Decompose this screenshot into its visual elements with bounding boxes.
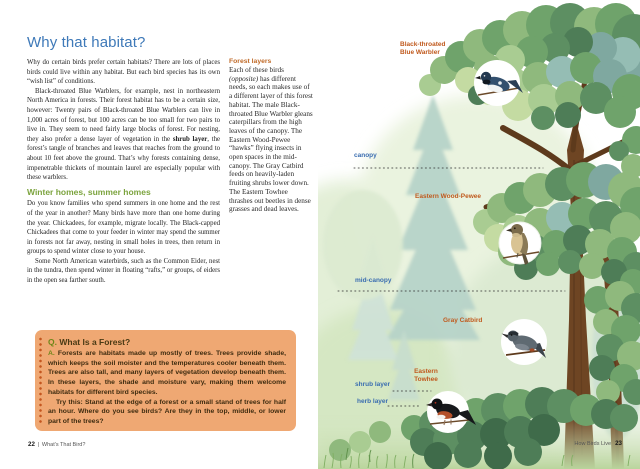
label-herb-layer: herb layer — [357, 398, 389, 405]
a-label: A. — [48, 350, 55, 357]
qa-answer: Forests are habitats made up mostly of trees. Trees provide shade, which keeps the soil moister and the temperatures cooler beneath them. Trees are also tall, and many layers of vegetation develop beneath them. In these layers, the shade and moisture vary, making them welcome habitats for different bird species. — [48, 350, 286, 396]
label-eastern-wood-pewee: Eastern Wood-Pewee — [415, 193, 481, 200]
label-mid-canopy: mid-canopy — [355, 277, 392, 284]
label-gray-catbird: Gray Catbird — [443, 317, 483, 324]
right-page-number: 23 — [615, 440, 622, 447]
book-title: What’s That Bird? — [41, 442, 86, 448]
left-page-number: 22 — [28, 441, 35, 448]
qa-box — [35, 330, 296, 431]
right-page-footer — [574, 440, 622, 447]
shrub-layer-bold-term: shrub layer — [172, 135, 208, 143]
sidebar-heading: Forest layers — [229, 58, 272, 65]
label-canopy: canopy — [354, 152, 377, 159]
sidebar-body-text: Each of these birds — [229, 66, 284, 74]
forest-layers-sidebar — [229, 58, 313, 214]
page-title: Why that habitat? — [27, 34, 146, 51]
sidebar-body — [229, 66, 313, 214]
sidebar-body-continued: has different needs, so each makes use of a different layer of this forest habitat. The male Black-throated Blue Warbler gleans caterpillars from the high leaves of the canopy. The Eastern Wood-Pewee “hawks” flying insects in open spaces in the mid-canopy. The Gray Catbird feeds on heavily-laden fruiting shrubs lower down. The Eastern Towhee thrashes out beetles in dense grasses and dead leaves. — [229, 74, 313, 214]
section-paragraph-2: Some North American waterbirds, such as the Common Eider, nest in the tundra, then spend winter in floating “rafts,” or groups, of eiders in the open sea farther south. — [27, 257, 220, 285]
chapter-title: How Birds Live — [574, 441, 612, 447]
label-black-throated-blue-warbler: Black-throated Blue Warbler — [400, 41, 446, 56]
section-heading: Winter homes, summer homes — [27, 186, 151, 197]
right-page — [318, 0, 640, 469]
catbird-spotlight-circle — [501, 319, 547, 365]
qa-try-this: Try this: Stand at the edge of a forest or a small stand of trees for half an hour. Where do you see birds? Are they in the top, middle, or lower part of the trees? — [48, 398, 286, 425]
footer-divider — [38, 442, 39, 447]
left-page-footer — [28, 441, 85, 448]
section-paragraph-1: Do you know families who spend summers in one home and the rest of the year in another? Many birds have more than one home during the year. Chickadees, for example, migrate locally. The Black-capped Chickadees that come to your feeder in winter may spend the summer in forests not far away, nesting in small holes in trees, then return in groups to spend winter close to your house. — [27, 200, 220, 256]
main-text-column — [27, 58, 220, 286]
label-eastern-towhee: Eastern Towhee — [414, 368, 438, 383]
left-page — [0, 0, 318, 469]
intro-paragraph-2-continued: , the forest’s tangle of branches and leaves that reaches from the ground to about 10 feet above the ground. That’s why forests containing dense, impenetrable thickets of mountain laurel are especially popular with these warblers. — [27, 135, 220, 182]
pewee-spotlight-circle — [499, 222, 541, 265]
label-shrub-layer: shrub layer — [355, 381, 391, 388]
intro-paragraph-2-text: Black-throated Blue Warblers, for example, nest in northeastern North America in forests. Their forest habitat has to be a certain size, however: Twenty pairs of Black-throated Blue Warblers can live in 1,000 acres of forest, but 100 acres can be too small for two pairs to live in. They seem to need fairly large blocks of forest. For nesting, they also prefer a dense layer of vegetation in the — [27, 87, 220, 143]
qa-question: What Is a Forest? — [59, 337, 131, 347]
intro-paragraph-2 — [27, 87, 220, 183]
intro-paragraph-1: Why do certain birds prefer certain habitats? There are lots of places birds could live within any habitat. But each bird species has its own “wish list” of conditions. — [27, 59, 220, 86]
qa-question-row — [48, 337, 286, 347]
sidebar-opposite-italic: (opposite) — [229, 74, 259, 83]
q-label: Q. — [48, 337, 57, 347]
qa-answer-row — [48, 349, 286, 398]
